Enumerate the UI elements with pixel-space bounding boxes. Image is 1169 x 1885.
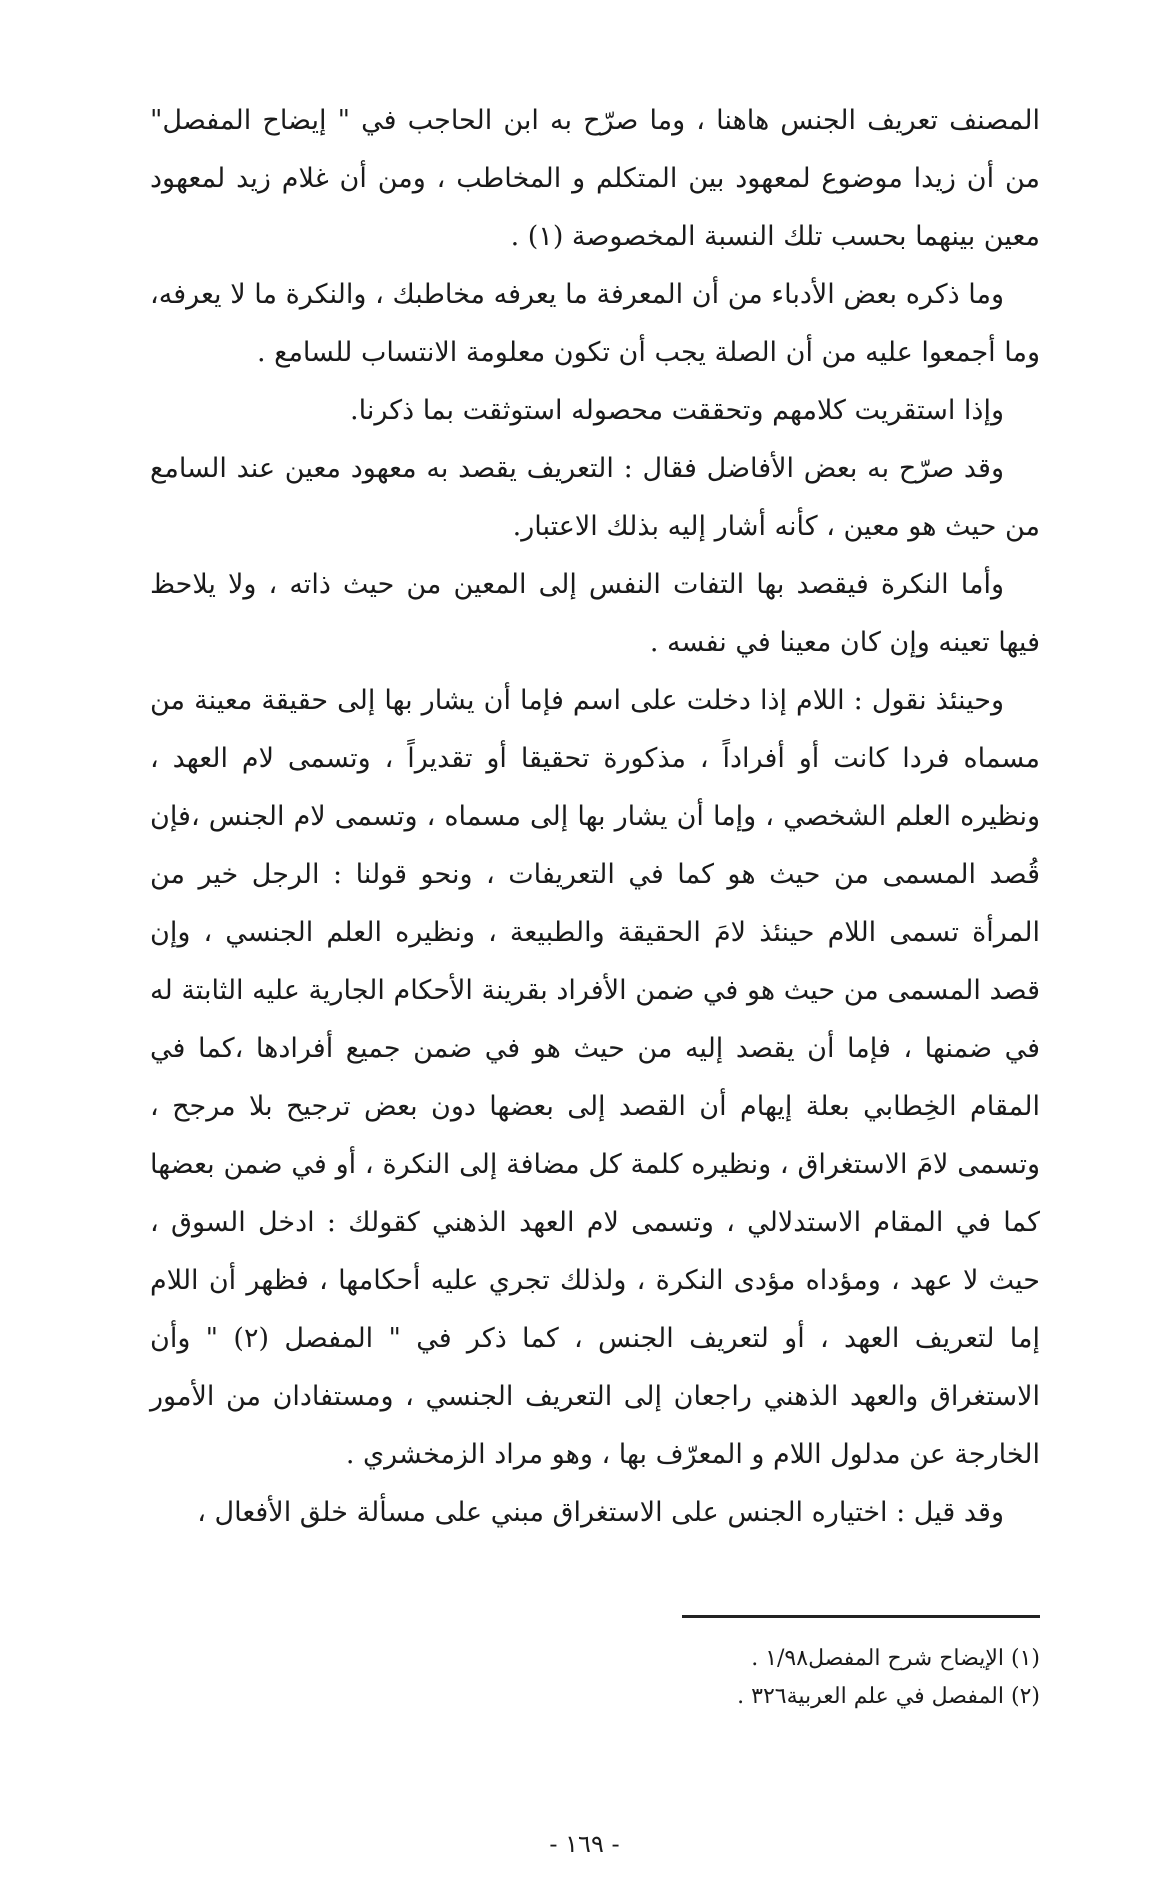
paragraph-3: وإذا استقريت كلامهم وتحققت محصوله استوثقت بما ذكرنا. bbox=[350, 395, 1004, 426]
paragraph-2: وما ذكره بعض الأدباء من أن المعرفة ما يعرفه مخاطبك ، والنكرة ما لا يعرفه، وما أجمعوا عليه من أن الصلة يجب أن تكون معلومة الانتساب للسامع . bbox=[150, 279, 1040, 368]
paragraph-1: المصنف تعريف الجنس هاهنا ، وما صرّح به ابن الحاجب في " إيضاح المفصل" من أن زيدا موضوع لمعهود بين المتكلم و المخاطب ، ومن أن غلام زيد لمعهود معين بينهما بحسب تلك النسبة المخصوصة (١) . bbox=[150, 105, 1040, 252]
main-text bbox=[150, 92, 1040, 1542]
paragraph-7: وقد قيل : اختياره الجنس على الاستغراق مبني على مسألة خلق الأفعال ، bbox=[197, 1497, 1004, 1528]
footnotes bbox=[500, 1640, 1040, 1716]
footnote-divider bbox=[682, 1615, 1040, 1618]
page-number: - ١٦٩ - bbox=[549, 1830, 620, 1858]
paragraph-5: وأما النكرة فيقصد بها التفات النفس إلى المعين من حيث ذاته ، ولا يلاحظ فيها تعينه وإن كان معينا في نفسه . bbox=[150, 569, 1040, 658]
footnote-1: (١) الإيضاح شرح المفصل١/٩٨ . bbox=[751, 1646, 1040, 1671]
paragraph-6: وحينئذ نقول : اللام إذا دخلت على اسم فإما أن يشار بها إلى حقيقة معينة من مسماه فردا كانت أو أفراداً ، مذكورة تحقيقا أو تقديراً ، وتسمى لام العهد ، ونظيره العلم الشخصي ، وإما أن يشار بها إلى مسماه ، وتسمى لام الجنس ،فإن قُصد المسمى من حيث هو كما في التعريفات ، ونحو قولنا : الرجل خير من المرأة تسمى اللام حينئذ لامَ الحقيقة والطبيعة ، ونظيره العلم الجنسي ، وإن قصد المسمى من حيث هو في ضمن الأفراد بقرينة الأحكام الجارية عليه الثابتة له في ضمنها ، فإما أن يقصد إليه من حيث هو في ضمن جميع أفرادها ،كما في المقام الخِطابي بعلة إيهام أن القصد إلى بعضها دون بعض ترجيح بلا مرجح ، وتسمى لامَ الاستغراق ، ونظيره كلمة كل مضافة إلى النكرة ، أو في ضمن بعضها كما في المقام الاستدلالي ، وتسمى لام العهد الذهني كقولك : ادخل السوق ، حيث لا عهد ، ومؤداه مؤدى النكرة ، ولذلك تجري عليه أحكامها ، فظهر أن اللام إما لتعريف العهد ، أو لتعريف الجنس ، كما ذكر في " المفصل (٢) " وأن الاستغراق والعهد الذهني راجعان إلى التعريف الجنسي ، ومستفادان من الأمور الخارجة عن مدلول اللام و المعرّف بها ، وهو مراد الزمخشري . bbox=[150, 685, 1041, 1470]
footnote-2: (٢) المفصل في علم العربية٣٢٦ . bbox=[737, 1684, 1040, 1709]
paragraph-4: وقد صرّح به بعض الأفاضل فقال : التعريف يقصد به معهود معين عند السامع من حيث هو معين ، كأنه أشار إليه بذلك الاعتبار. bbox=[150, 453, 1040, 542]
